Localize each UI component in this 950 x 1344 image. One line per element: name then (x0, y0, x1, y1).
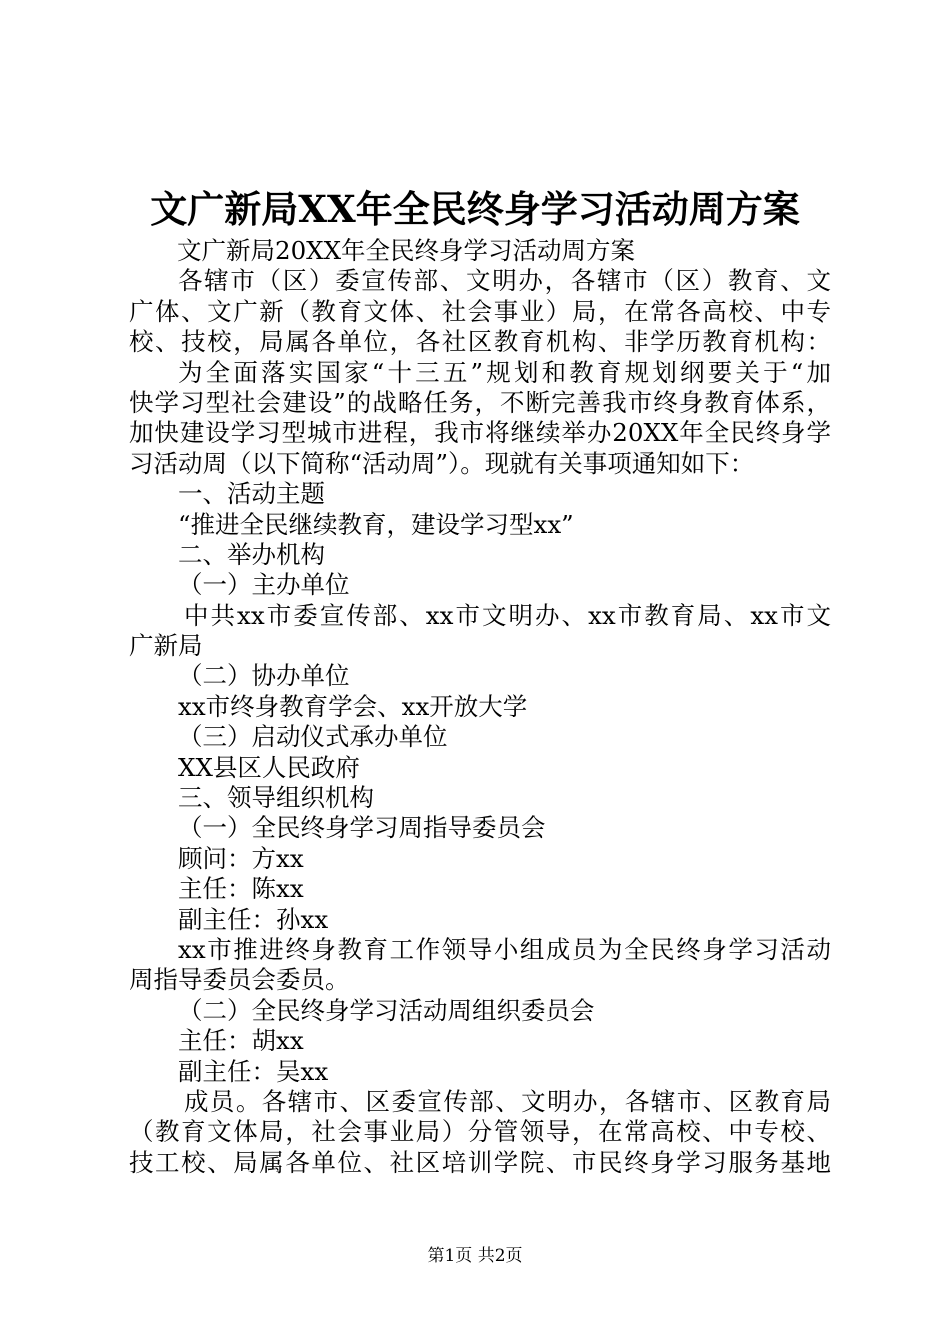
text-line: xx市推进终身教育工作领导小组成员为全民终身学习活动 (178, 934, 831, 964)
text-line: 副主任：吴xx (178, 1056, 329, 1086)
text-line: XX县区人民政府 (178, 752, 360, 782)
text-line: 成员。各辖市、区委宣传部、文明办，各辖市、区教育局 (184, 1086, 831, 1116)
text-line: 一、活动主题 (178, 479, 325, 509)
text-line: 文广新局20XX年全民终身学习活动周方案 (177, 236, 636, 265)
text-line: （一）全民终身学习周指导委员会 (178, 813, 546, 843)
text-line: 副主任：孙xx (178, 904, 329, 934)
text-line: 习活动周（以下简称“活动周”）。现就有关事项通知如下： (129, 448, 755, 478)
text-line: 二、举办机构 (178, 539, 325, 569)
text-line: xx市终身教育学会、xx开放大学 (178, 691, 528, 721)
text-line: 广体、文广新（教育文体、社会事业）局，在常各高校、中专 (129, 296, 831, 326)
text-line: 主任：陈xx (178, 874, 304, 904)
text-line: 快学习型社会建设”的战略任务，不断完善我市终身教育体系， (129, 387, 831, 417)
text-line: 主任：胡xx (178, 1026, 304, 1056)
text-line: 中共xx市委宣传部、xx市文明办、xx市教育局、xx市文 (184, 600, 831, 630)
text-line: 广新局 (129, 631, 203, 661)
text-line: 校、技校，局属各单位，各社区教育机构、非学历教育机构： (129, 327, 831, 357)
text-line: 三、领导组织机构 (178, 783, 374, 813)
text-line: 加快建设学习型城市进程，我市将继续举办20XX年全民终身学 (129, 418, 831, 448)
text-line: （教育文体局，社会事业局）分管领导，在常高校、中专校、 (129, 1117, 831, 1147)
text-line: 技工校、局属各单位、社区培训学院、市民终身学习服务基地 (129, 1147, 831, 1177)
document-title: 文广新局XX年全民终身学习活动周方案 (150, 187, 800, 231)
text-line: （一）主办单位 (178, 570, 350, 600)
text-line: （三）启动仪式承办单位 (178, 722, 448, 752)
text-line: “推进全民继续教育，建设学习型xx” (178, 509, 574, 539)
text-line: 为全面落实国家“十三五”规划和教育规划纲要关于“加 (178, 357, 831, 387)
document-body (129, 236, 831, 1178)
text-line: 各辖市（区）委宣传部、文明办，各辖市（区）教育、文 (178, 266, 831, 296)
text-line: （二）协办单位 (178, 661, 350, 691)
text-line: （二）全民终身学习活动周组织委员会 (178, 995, 595, 1025)
page-footer: 第1页 共2页 (427, 1246, 523, 1266)
text-line: 周指导委员会委员。 (129, 965, 350, 995)
text-line: 顾问：方xx (178, 843, 304, 873)
